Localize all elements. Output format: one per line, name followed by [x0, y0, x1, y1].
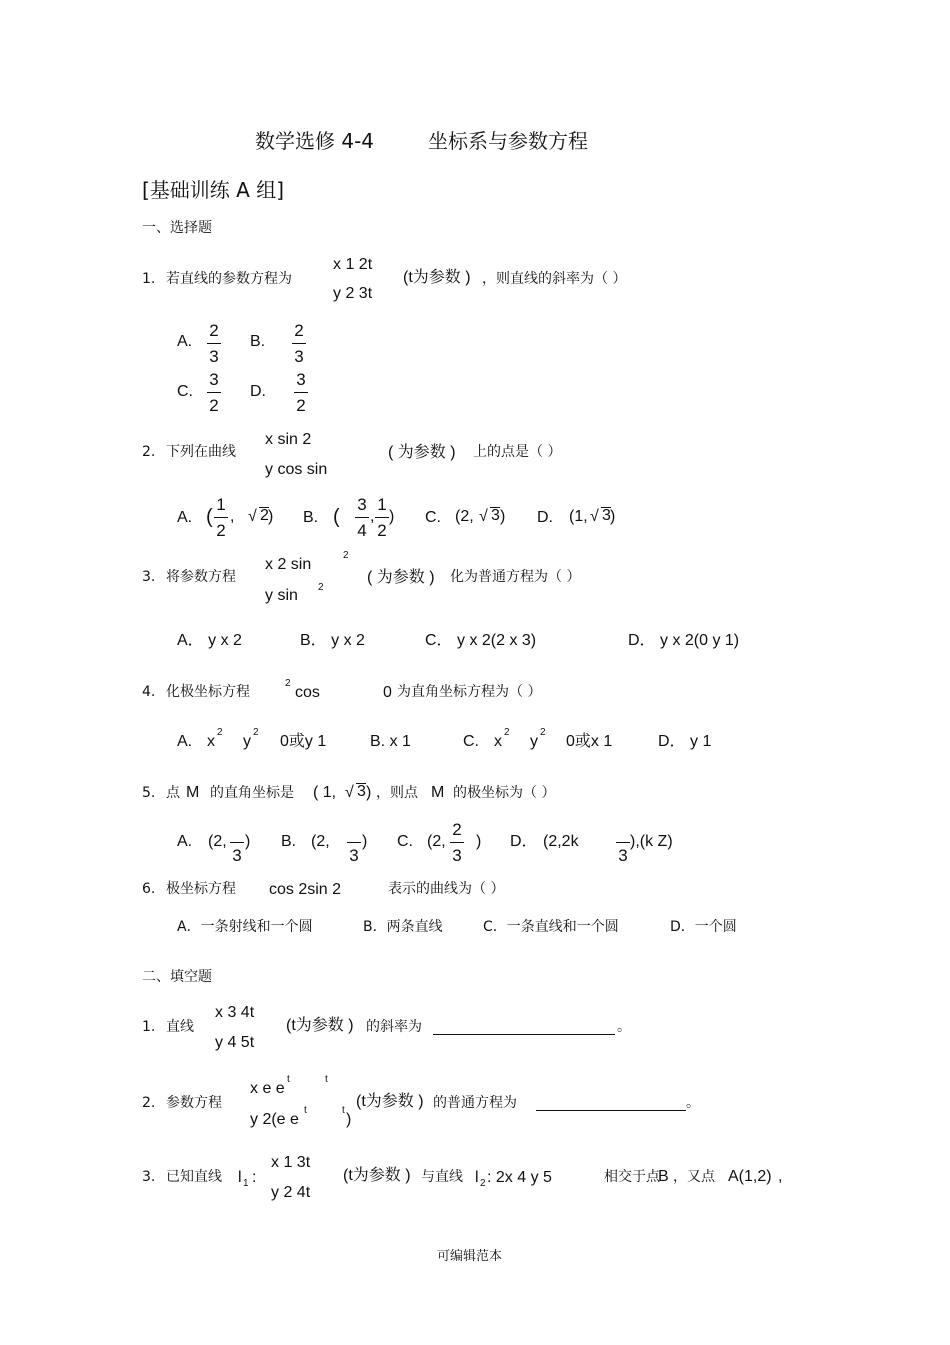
q2-option-c-label: C.: [425, 509, 441, 526]
q4-option-a-x: x: [207, 733, 215, 750]
q4-option-a-label: A.: [177, 733, 193, 750]
q1-eq1: x 1 2t: [333, 256, 373, 273]
f3-l2-sub: 2: [480, 1178, 486, 1189]
f3-tail3: ,: [778, 1168, 783, 1185]
q5-text2: 的直角坐标是: [210, 785, 294, 801]
q5-text1: 点: [166, 785, 180, 801]
q2-option-c-sqrt-sign: √: [479, 508, 488, 525]
q4-option-c-x: x: [494, 733, 502, 750]
q6-option-c: C．一条直线和一个圆: [483, 919, 619, 935]
f3-l1-sub: 1: [243, 1178, 249, 1189]
f3-point-b: B: [658, 1168, 669, 1185]
q2-text: 下列在曲线: [166, 444, 236, 460]
f1-answer-blank[interactable]: [433, 1020, 615, 1035]
part2-heading: 二、填空题: [142, 969, 212, 985]
q5-option-a-post: ): [245, 833, 251, 850]
q2-tail: 上的点是（ ）: [473, 444, 562, 460]
f1-end: 。: [617, 1019, 631, 1035]
q5-option-c-fraction: 2 3: [450, 821, 464, 864]
q1-option-b-fraction: 2 3: [292, 322, 306, 365]
q3-eq1: x 2 sin: [265, 556, 312, 573]
q4-option-c-x-sup: 2: [504, 727, 510, 738]
q5-point-sqrt-sign: √: [345, 784, 354, 801]
q4-sup: 2: [285, 678, 291, 689]
q2-option-a-close: ): [268, 508, 274, 525]
q2-eq2: y cos sin: [265, 461, 328, 478]
part1-heading: 一、选择题: [142, 220, 212, 236]
q2-option-a-open: (: [206, 506, 213, 528]
f3-tail1: 相交于点: [604, 1169, 660, 1185]
q1-option-a-label: A.: [177, 333, 193, 350]
q3-eq2-sup: 2: [318, 582, 324, 593]
q2-option-b-open: (: [333, 506, 340, 528]
q5-option-c-pre: (2,: [427, 833, 446, 850]
q4-option-a-rest: 0或y 1: [280, 733, 327, 750]
q5-option-d-label: D．: [510, 833, 538, 850]
q6-option-b: B．两条直线: [363, 919, 443, 935]
q1-option-b-label: B.: [250, 333, 266, 350]
q5-point-open: ( 1,: [313, 784, 337, 801]
q5-option-a-label: A.: [177, 833, 193, 850]
q2-option-d-label: D.: [537, 509, 553, 526]
q6-text: 极坐标方程: [166, 881, 236, 897]
q2-param: ( 为参数 ): [388, 444, 456, 461]
q2-option-d-close: ): [610, 508, 616, 525]
q5-text3: ，则点: [376, 785, 418, 801]
q1-eq2: y 2 3t: [333, 285, 373, 302]
f3-mid: 与直线: [421, 1169, 463, 1185]
q5-option-b-label: B.: [281, 833, 297, 850]
f3-eq2: y 2 4t: [271, 1184, 311, 1201]
q5-option-b-fraction: 3: [347, 821, 361, 864]
f3-colon: :: [252, 1169, 257, 1186]
q3-tail: 化为普通方程为（ ）: [450, 569, 581, 585]
q4-option-a-y-sup: 2: [253, 727, 259, 738]
q4-option-a-x-sup: 2: [217, 727, 223, 738]
q2-option-a-label: A.: [177, 509, 193, 526]
q5-option-a-fraction: 3: [230, 821, 244, 864]
q6-number: 6.: [142, 881, 156, 897]
q1-text: 若直线的参数方程为: [166, 271, 292, 287]
q1-tail: ，则直线的斜率为（ ）: [482, 271, 627, 287]
q5-option-a-pre: (2,: [208, 833, 227, 850]
doc-title-right: 坐标系与参数方程: [428, 129, 588, 153]
q2-option-d-sqrt-sign: √: [590, 508, 599, 525]
q5-point-m: M: [186, 784, 200, 801]
q2-option-c-sqrt: 3: [491, 507, 500, 524]
f2-eq2-close: ): [346, 1111, 352, 1128]
q5-option-c-post: ): [476, 833, 482, 850]
f3-l1: l: [238, 1169, 242, 1186]
q5-point-sqrt: 3: [357, 783, 366, 800]
f2-number: 2.: [142, 1095, 156, 1111]
q2-option-a-sqrt-sign: √: [248, 508, 257, 525]
q2-option-c-close: ): [500, 508, 506, 525]
q4-eq: cos: [295, 684, 320, 701]
q1-option-c-label: C.: [177, 383, 193, 400]
q3-option-c: C． y x 2(2 x 3): [425, 632, 537, 649]
f1-eq2: y 4 5t: [215, 1034, 255, 1051]
f3-l2: l: [475, 1169, 479, 1186]
q2-option-b-comma: ,: [370, 508, 375, 525]
f1-tail: 的斜率为: [366, 1019, 422, 1035]
q5-point-close: ): [366, 784, 372, 801]
q1-option-d-label: D.: [250, 383, 266, 400]
q4-option-b: B. x 1: [370, 733, 411, 750]
q4-number: 4.: [142, 684, 156, 700]
q1-option-a-fraction: 2 3: [207, 322, 221, 365]
q5-option-d-pre: (2,2k: [543, 833, 579, 850]
f1-text: 直线: [166, 1019, 194, 1035]
f2-tail: 的普通方程为: [433, 1095, 517, 1111]
section-title: [基础训练 A 组]: [142, 178, 285, 202]
q3-option-d: D． y x 2(0 y 1): [628, 632, 740, 649]
q1-option-c-fraction: 3 2: [207, 371, 221, 414]
f1-eq1: x 3 4t: [215, 1004, 255, 1021]
f3-tail2: ，又点: [673, 1169, 715, 1185]
f3-number: 3.: [142, 1169, 156, 1185]
q5-option-c-label: C.: [397, 833, 413, 850]
f2-eq1-sup2: t: [325, 1074, 328, 1085]
q3-eq2: y sin: [265, 587, 298, 604]
q4-eq-zero: 0: [383, 684, 392, 701]
q2-option-b-fraction2: 1 2: [375, 496, 389, 539]
q2-option-b-label: B.: [303, 509, 319, 526]
q4-option-c-y: y: [530, 733, 538, 750]
q2-option-b-close: ): [389, 508, 395, 525]
q5-option-d-fraction: 3: [616, 821, 630, 864]
f1-number: 1.: [142, 1019, 156, 1035]
q2-option-c-value: (2,: [455, 508, 474, 525]
q3-option-a: A． y x 2: [177, 632, 242, 649]
q3-text: 将参数方程: [166, 569, 236, 585]
q1-number: 1.: [142, 271, 156, 287]
q3-param: ( 为参数 ): [367, 569, 435, 586]
q5-number: 5.: [142, 785, 156, 801]
q4-option-c-y-sup: 2: [540, 727, 546, 738]
f3-eq1: x 1 3t: [271, 1154, 311, 1171]
f2-answer-blank[interactable]: [536, 1096, 686, 1111]
q5-option-d-post: ),(k Z): [630, 833, 673, 850]
q4-option-d: D． y 1: [658, 733, 712, 750]
q2-option-a-comma: ,: [230, 508, 235, 525]
q5-tail: 的极坐标为（ ）: [453, 785, 556, 801]
q4-option-c-label: C.: [463, 733, 479, 750]
q4-text: 化极坐标方程: [166, 684, 250, 700]
q2-option-a-fraction: 1 2: [214, 496, 228, 539]
f2-eq1: x e e: [250, 1080, 285, 1097]
q6-option-a: A．一条射线和一个圆: [177, 919, 313, 935]
q5-option-b-post: ): [362, 833, 368, 850]
q3-eq1-sup: 2: [343, 550, 349, 561]
q4-option-a-y: y: [243, 733, 251, 750]
f2-eq1-sup1: t: [287, 1074, 290, 1085]
q2-option-d-sqrt: 3: [602, 507, 611, 524]
q6-eq: cos 2sin 2: [269, 881, 342, 898]
q2-option-a-sqrt: 2: [260, 507, 269, 524]
f2-eq2-sup1: t: [304, 1105, 307, 1116]
q6-option-d: D．一个圆: [670, 919, 737, 935]
f1-param: (t为参数 ): [286, 1017, 354, 1034]
f3-point-a: A(1,2): [728, 1168, 772, 1185]
q4-option-c-rest: 0或x 1: [566, 733, 613, 750]
q2-option-d-value: (1,: [569, 508, 588, 525]
q2-number: 2.: [142, 444, 156, 460]
q1-option-d-fraction: 3 2: [294, 371, 308, 414]
doc-title-left: 数学选修 4-4: [255, 129, 375, 153]
f3-eq3: : 2x 4 y 5: [487, 1169, 552, 1186]
q2-option-b-fraction1: 3 4: [355, 496, 369, 539]
page-footer: 可编辑范本: [437, 1249, 503, 1264]
q5-option-b-pre: (2,: [311, 833, 330, 850]
q1-param: (t为参数 ): [403, 269, 471, 286]
q2-eq1: x sin 2: [265, 431, 312, 448]
f2-eq2: y 2(e e: [250, 1111, 299, 1128]
q3-number: 3.: [142, 569, 156, 585]
q6-tail: 表示的曲线为（ ）: [388, 881, 505, 897]
f2-param: (t为参数 ): [356, 1093, 424, 1110]
f2-text: 参数方程: [166, 1095, 222, 1111]
f2-eq2-sup2: t: [342, 1105, 345, 1116]
q4-tail: 为直角坐标方程为（ ）: [397, 684, 542, 700]
q3-option-b: B． y x 2: [300, 632, 365, 649]
f3-param: (t为参数 ): [343, 1167, 411, 1184]
f3-text: 已知直线: [166, 1169, 222, 1185]
f2-end: 。: [686, 1095, 700, 1111]
q5-point-m2: M: [431, 784, 445, 801]
